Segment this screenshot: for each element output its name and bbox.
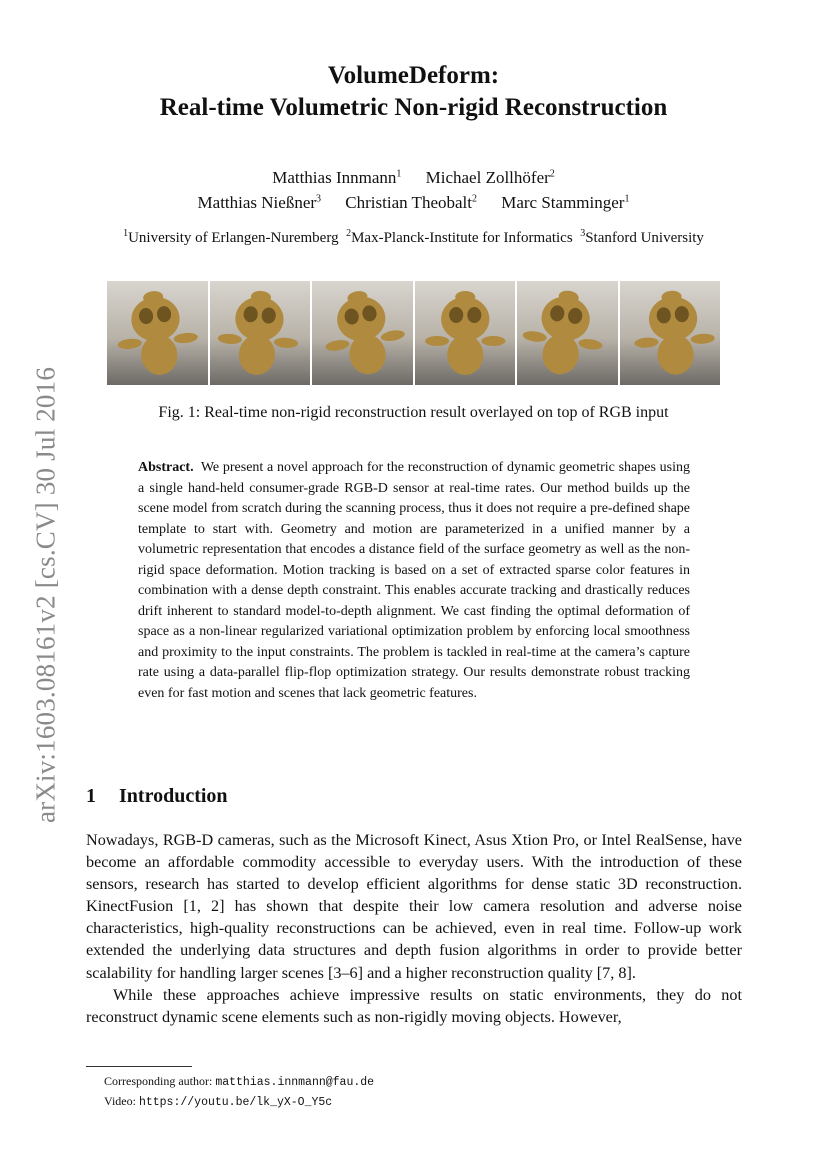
- title-line-1: VolumeDeform:: [327, 62, 500, 89]
- author: Marc Stamminger$^1$: [501, 193, 630, 212]
- figure-caption: Fig. 1: Real-time non-rigid reconstruction result overlayed on top of RGB input: [158, 404, 669, 421]
- figure-thumbnail: [517, 281, 618, 385]
- author-list: [0, 165, 827, 215]
- figure-silhouette-icon: [620, 281, 721, 385]
- figure-silhouette-icon: [312, 281, 413, 385]
- affiliation: $^2$Max-Planck-Institute for Informatics: [346, 228, 573, 246]
- footnote-author: Corresponding author: matthias.innmann@fau.de: [104, 1074, 375, 1089]
- figure-silhouette-icon: [107, 281, 208, 385]
- paragraph: While these approaches achieve impressive results on static environments, they do not reconstruct dynamic scene elements such as non-rigidly moving objects. However,: [86, 985, 742, 1026]
- figure-thumbnail: [312, 281, 413, 385]
- figure-silhouette-icon: [517, 281, 618, 385]
- video-url-link[interactable]: https://youtu.be/lk_yX-O_Y5c: [138, 1096, 333, 1109]
- affiliations: [0, 230, 827, 247]
- section-title: Introduction: [119, 785, 228, 807]
- affiliation: $^1$University of Erlangen-Nuremberg: [123, 228, 339, 246]
- section-number: 1: [86, 785, 96, 807]
- author: Matthias Innmann$^1$: [272, 168, 402, 187]
- affiliation: $^3$Stanford University: [580, 228, 704, 246]
- section-heading: [86, 785, 228, 808]
- body-text: [86, 829, 742, 1028]
- footnote-video: Video: https://youtu.be/lk_yX-O_Y5c: [104, 1094, 333, 1109]
- paper-title: [0, 60, 827, 124]
- title-line-2: Real-time Volumetric Non-rigid Reconstruction: [159, 94, 668, 121]
- figure-thumbnail: [107, 281, 208, 385]
- figure-thumbnail: [210, 281, 311, 385]
- abstract-label: Abstract.: [138, 460, 194, 475]
- figure-1-image-strip: [107, 281, 720, 385]
- author-email-link[interactable]: matthias.innmann@fau.de: [215, 1076, 375, 1089]
- footnote-rule: [86, 1066, 192, 1067]
- figure-thumbnail: [620, 281, 721, 385]
- figure-silhouette-icon: [415, 281, 516, 385]
- author: Michael Zollhöfer$^2$: [425, 168, 555, 187]
- paragraph: Nowadays, RGB-D cameras, such as the Microsoft Kinect, Asus Xtion Pro, or Intel RealSense, have become an affordable commodity accessible to everyday users. With the introduction of these sensors, research has started to develop efficient algorithms for dense static 3D reconstruction. KinectFusion [1, 2] has shown that despite their low camera resolution and adverse noise characteristics, high-quality reconstructions can be achieved, even in real time. Follow-up work extended the underlying data structures and depth fusion algorithms in order to provide better scalability for handling larger scenes [3–6] and a higher reconstruction quality [7, 8].: [86, 831, 742, 982]
- abstract-text: We present a novel approach for the reconstruction of dynamic geometric shapes using a single hand-held consumer-grade RGB-D sensor at real-time rates. Our method builds up the scene model from scratch during the scanning process, thus it does not require a pre-defined shape template to start with. Geometry and motion are parameterized in a unified manner by a volumetric representation that encodes a distance field of the surface geometry as well as the non-rigid space deformation. Motion tracking is based on a set of extracted sparse color features in combination with a dense depth constraint. This enables accurate tracking and drastically reduces drift inherent to standard model-to-depth alignment. We cast finding the optimal deformation of space as a non-linear regularized variational optimization problem by enforcing local smoothness and proximity to the input constraints. The problem is tackled in real-time at the camera’s capture rate using a data-parallel flip-flop optimization strategy. Our results demonstrate robust tracking even for fast motion and scenes that lack geometric features.: [138, 460, 690, 701]
- figure-silhouette-icon: [210, 281, 311, 385]
- author: Matthias Nießner$^3$: [197, 193, 322, 212]
- author-row-1: [0, 165, 827, 190]
- author-row-2: [0, 190, 827, 215]
- author: Christian Theobalt$^2$: [345, 193, 477, 212]
- figure-thumbnail: [415, 281, 516, 385]
- arxiv-id-text: arXiv:1603.08161v2 [cs.CV] 30 Jul 2016: [30, 366, 61, 824]
- abstract: [138, 458, 690, 704]
